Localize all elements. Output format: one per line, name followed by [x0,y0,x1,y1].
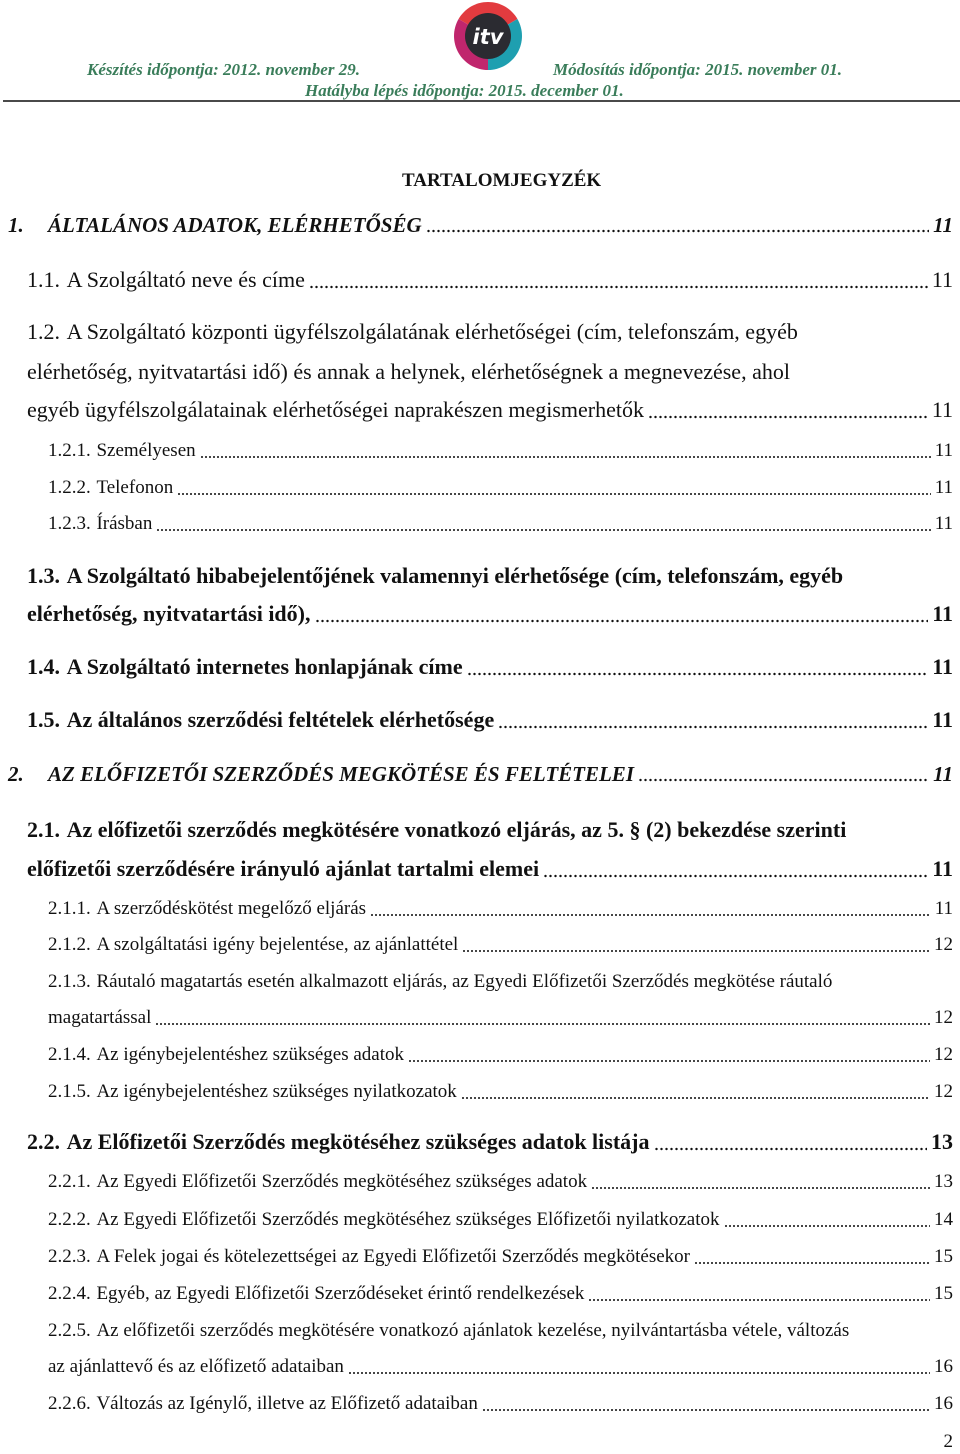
dot-leader [588,1280,930,1308]
dot-leader [648,396,928,424]
toc-entry-number: 2.1.2. [48,934,91,955]
toc-entry-1-2-1[interactable] [48,437,953,465]
toc-page-number: 11 [932,601,953,626]
toc-entry-number: 2.2.5. [48,1320,91,1341]
toc-entry-1-4[interactable] [27,653,953,681]
toc-page-number: 13 [934,1171,953,1192]
toc-entry-number: 2.2.1. [48,1171,91,1192]
toc-entry-2-2[interactable] [27,1128,953,1156]
toc-title: TARTALOMJEGYZÉK [402,170,602,191]
toc-entry-title: Az előfizetői szerződés megkötésére vonatkozó ajánlatok kezelése, nyilvántartásba vétele, változás [96,1320,850,1341]
toc-entry-2-2-5-line-2[interactable] [48,1353,953,1381]
toc-entry-title: A Szolgáltató neve és címe [66,267,305,292]
dot-leader [694,1243,930,1271]
toc-page-number: 11 [934,440,953,461]
dot-leader [408,1041,930,1069]
dot-leader [654,1128,928,1156]
toc-entry-title: A szerződéskötést megelőző eljárás [96,898,367,919]
header-divider [3,100,960,102]
toc-page-number: 15 [934,1246,953,1267]
toc-entry-1-2-2[interactable] [48,474,953,502]
toc-entry-1-2[interactable] [27,318,953,346]
toc-entry-title: elérhetőség, nyitvatartási idő) és annak a helynek, elérhetőségnek a megnevezése, ahol [27,359,790,384]
dot-leader [426,211,930,239]
toc-entry-2-1-4[interactable] [48,1041,953,1069]
toc-page-number: 11 [933,762,953,786]
toc-entry-number: 2.1.5. [48,1081,91,1102]
effective-date: Hatályba lépés időpontja: 2015. december 01. [305,81,624,100]
toc-entry-number: 1.1. [27,267,60,292]
toc-entry-number: 1.3. [27,563,60,588]
toc-entry-number: 2.2.2. [48,1209,91,1230]
toc-entry-title: elérhetőség, nyitvatartási idő), [27,601,311,626]
dot-leader [309,266,928,294]
toc-page-number: 12 [934,934,953,955]
toc-page-number: 11 [933,213,953,237]
toc-entry-2[interactable] [8,760,953,788]
dot-leader [724,1206,930,1234]
toc-entry-title: A Szolgáltató központi ügyfélszolgálatának elérhetőségei (cím, telefonszám, egyéb [66,319,798,344]
toc-entry-2-1-5[interactable] [48,1078,953,1106]
toc-page-number: 12 [934,1007,953,1028]
toc-entry-2-1-2[interactable] [48,931,953,959]
toc-entry-title: Telefonon [96,477,174,498]
toc-entry-1[interactable] [8,211,953,239]
toc-entry-2-1-1[interactable] [48,895,953,923]
toc-entry-title: Az Előfizetői Szerződés megkötéséhez szükséges adatok listája [66,1129,650,1154]
toc-entry-number: 2. [8,762,24,786]
toc-entry-title: Ráutaló magatartás esetén alkalmazott eljárás, az Egyedi Előfizetői Szerződés megkötése ráutaló [96,971,833,992]
toc-entry-title: Az Egyedi Előfizetői Szerződés megkötéséhez szükséges adatok [96,1171,588,1192]
dot-leader [155,1004,930,1032]
toc-page-number: 16 [934,1393,953,1414]
toc-entry-2-1-line-2[interactable] [27,855,953,883]
toc-page-number: 12 [934,1044,953,1065]
toc-entry-2-2-1[interactable] [48,1168,953,1196]
toc-entry-number: 2.1.1. [48,898,91,919]
toc-entry-number: 1.2.1. [48,440,91,461]
toc-page-number: 11 [934,898,953,919]
toc-entry-title: ÁLTALÁNOS ADATOK, ELÉRHETŐSÉG [48,213,422,237]
toc-entry-1-3[interactable] [27,562,953,590]
toc-entry-title: az ajánlattevő és az előfizető adataiban [48,1356,344,1377]
toc-page-number: 11 [931,267,953,292]
dot-leader [482,1390,930,1418]
toc-entry-title: Az igénybejelentéshez szükséges adatok [96,1044,405,1065]
dot-leader [177,474,931,502]
toc-entry-title: egyéb ügyfélszolgálatainak elérhetőségei naprakészen megismerhetők [27,397,644,422]
toc-entry-title: Írásban [96,513,153,534]
toc-entry-1-3-line-2[interactable] [27,600,953,628]
toc-page-number: 12 [934,1081,953,1102]
toc-entry-number: 1.2.3. [48,513,91,534]
itv-logo [453,1,523,71]
dot-leader [467,653,929,681]
toc-entry-number: 2.1. [27,817,60,842]
toc-page-number: 11 [932,707,953,732]
toc-page-number: 16 [934,1356,953,1377]
toc-entry-2-1[interactable] [27,816,953,844]
toc-entry-number: 1. [8,213,24,237]
toc-entry-1-5[interactable] [27,706,953,734]
dot-leader [348,1353,930,1381]
created-date: Készítés időpontja: 2012. november 29. [87,60,360,79]
logo-text: itv [472,25,504,49]
dot-leader [638,760,929,788]
toc-entry-number: 2.2.6. [48,1393,91,1414]
toc-entry-title: AZ ELŐFIZETŐI SZERZŐDÉS MEGKÖTÉSE ÉS FELTÉTELEI [48,762,634,786]
toc-entry-2-2-2[interactable] [48,1206,953,1234]
toc-entry-title: A Felek jogai és kötelezettségei az Egyedi Előfizetői Szerződés megkötésekor [96,1246,690,1267]
modified-date: Módosítás időpontja: 2015. november 01. [553,60,843,79]
toc-entry-2-2-3[interactable] [48,1243,953,1271]
toc-entry-number: 2.2.4. [48,1283,91,1304]
dot-leader [370,895,931,923]
toc-entry-2-1-3-line-2[interactable] [48,1004,953,1032]
toc-page-number: 15 [934,1283,953,1304]
toc-entry-title: Az igénybejelentéshez szükséges nyilatkozatok [96,1081,457,1102]
toc-entry-number: 2.1.3. [48,971,91,992]
toc-entry-number: 2.2. [27,1129,60,1154]
toc-entry-number: 2.1.4. [48,1044,91,1065]
toc-entry-title: Egyéb, az Egyedi Előfizetői Szerződéseket érintő rendelkezések [96,1283,585,1304]
toc-entry-number: 1.2. [27,319,60,344]
toc-entry-number: 1.5. [27,707,60,732]
toc-entry-2-2-4[interactable] [48,1280,953,1308]
dot-leader [462,931,930,959]
toc-entry-2-2-5[interactable] [48,1317,953,1345]
toc-entry-number: 2.2.3. [48,1246,91,1267]
toc-page-number: 11 [932,654,953,679]
page-number: 2 [943,1431,953,1452]
toc-entry-1-2-line-3[interactable] [27,396,953,424]
toc-entry-title: Az előfizetői szerződés megkötésére vonatkozó eljárás, az 5. § (2) bekezdése szerinti [66,817,847,842]
toc-page-number: 11 [932,856,953,881]
dot-leader [200,437,931,465]
toc-entry-title: Az általános szerződési feltételek elérhetősége [66,707,495,732]
dot-leader [461,1078,930,1106]
toc-page-number: 13 [931,1129,953,1154]
toc-entry-title: Változás az Igénylő, illetve az Előfizető adataiban [96,1393,478,1414]
toc-entry-1-2-line-2[interactable] [27,358,953,386]
toc-entry-2-2-6[interactable] [48,1390,953,1418]
toc-entry-title: magatartással [48,1007,152,1028]
toc-entry-title: A szolgáltatási igény bejelentése, az ajánlattétel [96,934,459,955]
toc-page-number: 11 [934,477,953,498]
dot-leader [498,706,928,734]
toc-entry-1-2-3[interactable] [48,510,953,538]
toc-entry-title: Személyesen [96,440,196,461]
dot-leader [315,600,929,628]
toc-entry-title: Az Egyedi Előfizetői Szerződés megkötéséhez szükséges Előfizetői nyilatkozatok [96,1209,720,1230]
toc-page-number: 14 [934,1209,953,1230]
toc-page-number: 11 [931,397,953,422]
toc-entry-title: A Szolgáltató internetes honlapjának címe [66,654,463,679]
dot-leader [156,510,930,538]
toc-entry-number: 1.2.2. [48,477,91,498]
toc-entry-1-1[interactable] [27,266,953,294]
dot-leader [543,855,928,883]
dot-leader [591,1168,930,1196]
toc-entry-title: A Szolgáltató hibabejelentőjének valamennyi elérhetősége (cím, telefonszám, egyéb [66,563,844,588]
toc-entry-2-1-3[interactable] [48,968,953,996]
toc-entry-number: 1.4. [27,654,60,679]
toc-entry-title: előfizetői szerződésére irányuló ajánlat tartalmi elemei [27,856,540,881]
toc-page-number: 11 [934,513,953,534]
